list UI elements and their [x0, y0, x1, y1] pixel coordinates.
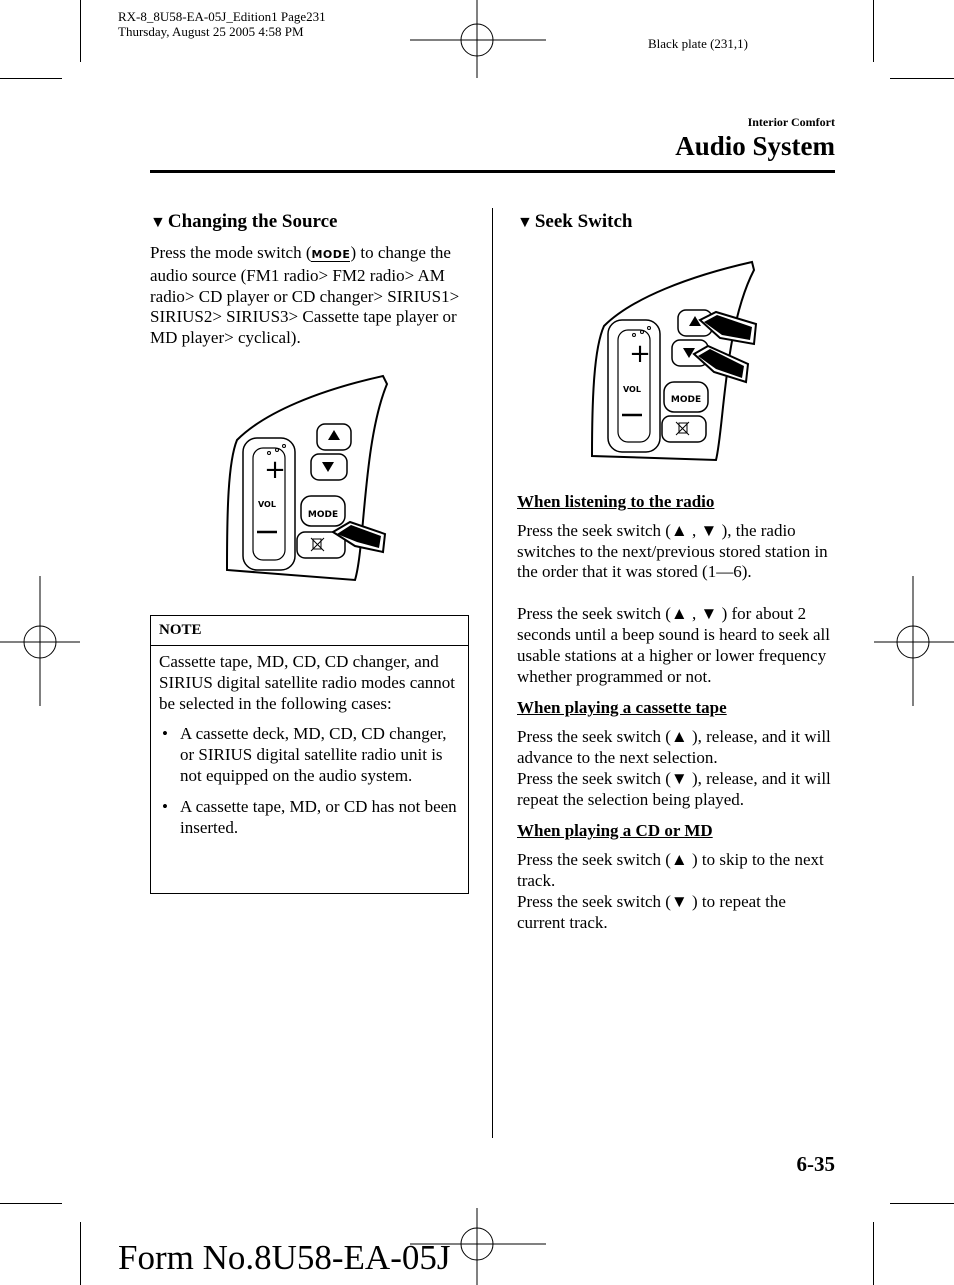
note-box	[150, 615, 469, 894]
vol-label: VOL	[258, 500, 276, 509]
steering-switch-seek-illustration	[590, 258, 760, 464]
print-header	[118, 9, 326, 39]
volume-up-icon: +	[629, 339, 651, 369]
heading-text: Seek Switch	[534, 211, 633, 232]
mode-switch-icon: MODE	[311, 248, 351, 261]
section-heading-changing-source	[150, 211, 470, 233]
page-header	[675, 115, 835, 161]
steering-switch-mode-illustration	[225, 372, 390, 584]
cd-subheading: When playing a CD or MD	[517, 821, 713, 841]
heading-text: Changing the Source	[167, 211, 338, 232]
mode-button-label: MODE	[307, 510, 339, 520]
column-divider	[492, 208, 493, 1138]
section-heading-seek-switch	[517, 211, 633, 233]
heading-marker-icon: ▼	[150, 214, 166, 231]
note-title: NOTE	[151, 616, 468, 646]
header-rule	[150, 170, 835, 173]
form-number-footer: Form No.8U58-EA-05J	[118, 1238, 451, 1277]
registration-mark-left	[0, 576, 80, 706]
right-column-text	[517, 492, 837, 933]
radio-paragraph-1: Press the seek switch (▲ , ▼ ), the radio switches to the next/previous stored station in the order that it was stored (1―6).	[517, 520, 828, 582]
radio-paragraph-2: Press the seek switch (▲ , ▼ ) for about 2 seconds until a beep sound is heard to seek all usable stations at a higher or lower frequency whether programmed or not.	[517, 604, 831, 686]
mode-button-label: MODE	[670, 395, 702, 405]
volume-up-icon: +	[264, 455, 286, 485]
cassette-paragraph-2: Press the seek switch (▼ ), release, and it will repeat the selection being played.	[517, 768, 831, 809]
print-header-date: Thursday, August 25 2005 4:58 PM	[118, 24, 304, 39]
note-text: Cassette tape, MD, CD, CD changer, and SIRIUS digital satellite radio modes cannot be selected in the following cases:	[159, 652, 456, 713]
page-title: Audio System	[675, 131, 835, 161]
page-number: 6-35	[796, 1152, 835, 1176]
vol-label: VOL	[623, 385, 641, 394]
cd-paragraph-1: Press the seek switch (▲ ) to skip to the next track.	[517, 850, 824, 890]
print-header-file: RX-8_8U58-EA-05J_Edition1 Page231	[118, 9, 326, 24]
plate-label: Black plate (231,1)	[648, 36, 748, 51]
registration-mark-top	[410, 0, 546, 78]
radio-subheading: When listening to the radio	[517, 492, 715, 511]
cassette-subheading: When playing a cassette tape	[517, 698, 727, 718]
note-bullet-2: • A cassette tape, MD, or CD has not been inserted.	[159, 797, 460, 839]
cd-paragraph-2: Press the seek switch (▼ ) to repeat the current track.	[517, 891, 786, 932]
cassette-paragraph-1: Press the seek switch (▲ ), release, and it will advance to the next selection.	[517, 727, 831, 767]
note-body	[151, 646, 468, 846]
left-column	[150, 211, 470, 349]
intro-paragraph: Press the mode switch (MODE) to change the audio source (FM1 radio> FM2 radio> AM radio> CD player or CD changer> SIRIUS1> SIRIUS2> SIRIUS3> Cassette tape player or MD player> cyclical).	[150, 243, 460, 348]
registration-mark-right	[874, 576, 954, 706]
note-bullet-1: • A cassette deck, MD, CD, CD changer, or SIRIUS digital satellite radio unit is not equipped on the audio system.	[159, 724, 460, 786]
heading-marker-icon: ▼	[517, 214, 533, 231]
section-label: Interior Comfort	[747, 115, 835, 129]
